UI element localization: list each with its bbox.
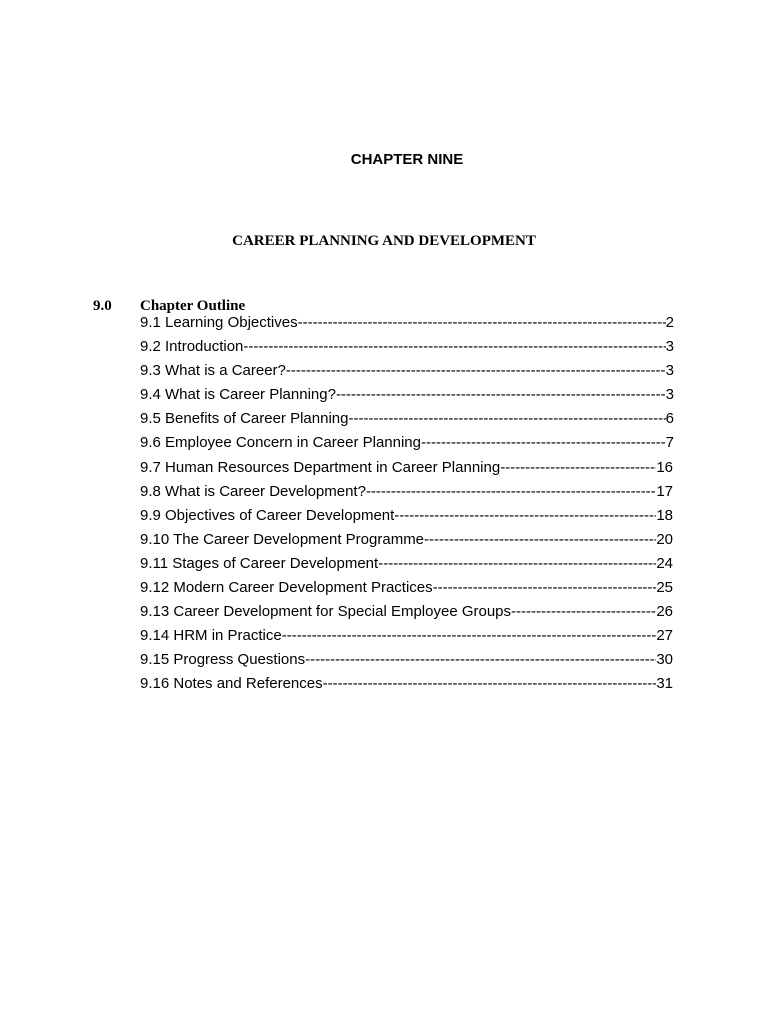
toc-dot-leader <box>298 313 666 333</box>
toc-entry-label: 9.4 What is Career Planning? <box>140 386 336 404</box>
toc-entry <box>140 674 673 698</box>
toc-dot-leader <box>424 530 656 550</box>
toc-entry-page: 7 <box>665 434 674 452</box>
toc-entry-label: 9.6 Employee Concern in Career Planning <box>140 434 421 452</box>
toc-entry <box>140 385 674 409</box>
toc-entry <box>140 409 674 433</box>
chapter-title: CAREER PLANNING AND DEVELOPMENT <box>232 233 536 249</box>
toc-entry-page: 17 <box>656 482 673 500</box>
toc-entry <box>140 313 674 337</box>
toc-entry-page: 31 <box>656 675 673 693</box>
toc-entry <box>140 530 673 554</box>
toc-entry-page: 3 <box>665 386 674 404</box>
toc-entry-label: 9.1 Learning Objectives <box>140 314 298 331</box>
toc-entry-page: 18 <box>656 506 673 524</box>
toc-entry <box>140 650 673 674</box>
toc-dot-leader <box>348 409 665 429</box>
toc-entry <box>140 602 673 626</box>
toc-entry-page: 3 <box>665 362 674 380</box>
toc-entry <box>140 458 673 482</box>
toc-dot-leader <box>394 506 656 526</box>
toc-dot-leader <box>500 458 656 478</box>
toc-entry <box>140 626 673 650</box>
toc-entry <box>140 578 673 602</box>
toc-entry-page: 20 <box>656 530 673 548</box>
toc-entry-page: 24 <box>656 554 673 572</box>
toc-entry-label: 9.10 The Career Development Programme <box>140 530 425 548</box>
toc-entry <box>140 361 674 385</box>
toc-entry-label: 9.3 What is a Career? <box>140 362 286 380</box>
toc-entry-page: 6 <box>665 410 674 428</box>
toc-entry-label: 9.8 What is Career Development? <box>140 482 366 500</box>
toc-dot-leader <box>286 361 666 381</box>
table-of-contents <box>140 313 674 699</box>
toc-dot-leader <box>378 554 656 574</box>
toc-entry-page: 16 <box>656 458 673 476</box>
toc-entry-label: 9.14 HRM in Practice <box>140 627 282 645</box>
toc-entry <box>140 506 673 530</box>
chapter-heading: CHAPTER NINE <box>350 151 464 168</box>
toc-dot-leader <box>243 337 665 357</box>
toc-dot-leader <box>366 482 656 502</box>
toc-entry <box>140 433 674 457</box>
toc-entry-page: 27 <box>656 627 673 645</box>
toc-entry-page: 2 <box>665 314 674 331</box>
toc-entry-label: 9.2 Introduction <box>140 338 244 356</box>
toc-entry-label: 9.15 Progress Questions <box>140 651 306 669</box>
toc-entry-page: 25 <box>656 579 673 597</box>
toc-dot-leader <box>282 626 657 646</box>
toc-dot-leader <box>305 650 656 670</box>
toc-entry <box>140 337 674 361</box>
toc-entry <box>140 482 673 506</box>
toc-entry-label: 9.7 Human Resources Department in Career Planning <box>140 458 501 476</box>
toc-dot-leader <box>433 578 657 598</box>
toc-entry <box>140 554 673 578</box>
toc-entry-label: 9.13 Career Development for Special Employee Groups <box>140 603 512 621</box>
toc-entry-page: 26 <box>656 603 673 621</box>
toc-dot-leader <box>336 385 666 405</box>
toc-entry-label: 9.16 Notes and References <box>140 675 323 693</box>
toc-dot-leader <box>323 674 657 694</box>
outline-heading: Chapter Outline <box>140 298 246 314</box>
toc-entry-label: 9.12 Modern Career Development Practices <box>140 579 433 597</box>
toc-entry-label: 9.11 Stages of Career Development <box>140 554 379 572</box>
outline-section-number: 9.0 <box>93 298 112 314</box>
toc-entry-page: 3 <box>665 338 674 356</box>
toc-entry-label: 9.5 Benefits of Career Planning <box>140 410 349 428</box>
toc-dot-leader <box>511 602 656 622</box>
toc-entry-label: 9.9 Objectives of Career Development <box>140 506 395 524</box>
toc-entry-page: 30 <box>656 651 673 669</box>
toc-dot-leader <box>421 433 666 453</box>
